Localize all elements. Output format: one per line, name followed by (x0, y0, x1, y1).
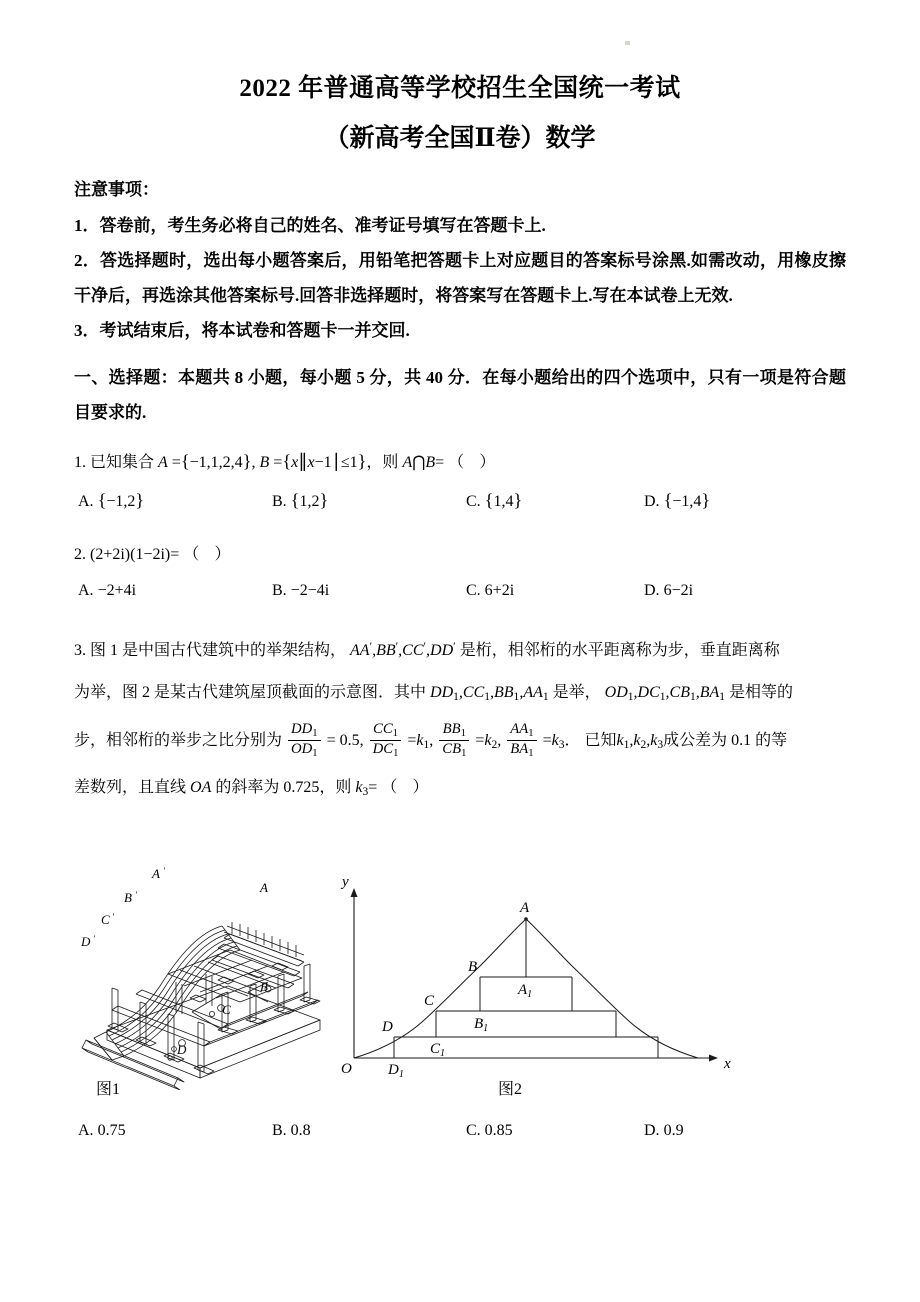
question-2-number: 2. (74, 546, 86, 563)
scan-artifact (625, 41, 630, 45)
fig2-label-A: A (520, 900, 530, 916)
svg-text:′: ′ (163, 866, 165, 876)
option-tag: C. (466, 493, 481, 510)
fig1-label-A-prime: A (152, 866, 160, 881)
question-3-options-wrap (74, 1122, 846, 1156)
question-3-answer-blank: （ ） (381, 778, 435, 796)
figure-2-caption: 图2 (498, 1081, 523, 1098)
question-1-stem: 1. 已知集合 A ={−1,1,2,4}, B ={x∥x−1∣≤1}，则 A⋂B= （ ） (74, 451, 501, 471)
fig2-label-D1: $D_1$ (388, 1062, 404, 1080)
svg-text:′: ′ (112, 912, 114, 922)
notice-item-1-number: 1． (74, 216, 100, 235)
option-value: 0.85 (484, 1122, 513, 1139)
question-3-line1-b: 是桁，相邻桁的水平距离称为步，垂直距离称 (459, 642, 780, 660)
figure-row (0, 862, 920, 1112)
page-title: 2022 年普通高等学校招生全国统一考试 (239, 75, 681, 102)
fig2-label-D: D (382, 1019, 393, 1035)
question-3-stem-line-3: 步，相邻桁的举步之比分别为 $\frac{DD_1}{OD_1}$ = 0.5, $\frac{CC_1}{DC_1}$ $=k_1$, $\frac{BB_1}{CB_1}$ $=k_2$, $\frac{AA_1}{BA_1}$ $=k_3$． 已知$k_1,k_2,k_3$成公差为 0.1 的等 (74, 721, 788, 760)
question-3-option-b[interactable] (272, 1122, 311, 1140)
ratio-BB1-CB1: $\frac{BB_1}{CB_1}$ (439, 721, 469, 760)
question-3-line2-c: 是相等的 (729, 684, 794, 702)
notice-heading: 注意事项： (74, 180, 159, 199)
question-2-options (74, 582, 846, 616)
question-2-option-c[interactable]: C. 6+2i (466, 582, 515, 599)
option-tag: B. (272, 493, 287, 510)
question-2-option-a[interactable]: A. −2+4i (78, 582, 137, 599)
question-2-option-d[interactable]: D. 6−2i (644, 582, 694, 599)
svg-text:′: ′ (135, 890, 137, 900)
ratio-AA1-BA1: $\frac{AA_1}{BA_1}$ (507, 721, 536, 760)
fig2-axis-label-x: x (724, 1056, 731, 1072)
notice-item-3 (74, 313, 846, 348)
section-heading: 一、选择题：本题共 8 小题，每小题 5 分，共 40 分．在每小题给出的四个选项中，只有一项是符合题目要求的. (74, 368, 846, 422)
svg-text:′: ′ (93, 934, 95, 944)
question-1-answer-blank: （ ） (448, 454, 501, 471)
figure-2-drawing (340, 870, 740, 1090)
fig2-label-A1: $A_1$ (518, 982, 533, 1000)
page-title-block (0, 72, 920, 156)
fig2-label-C: C (424, 993, 435, 1009)
question-1-number: 1. (74, 454, 86, 471)
question-1-set-b-name: B (259, 454, 270, 471)
question-3-option-a[interactable] (78, 1122, 126, 1140)
notice-item-1 (74, 208, 846, 243)
figure-1 (72, 862, 342, 1090)
question-1-option-d[interactable]: D. {−1,4} (644, 490, 711, 510)
option-tag: D. (644, 1122, 660, 1139)
option-value: 0.9 (663, 1122, 684, 1139)
exam-content (74, 174, 846, 809)
question-3-stem-line-1: 3. 图 1 是中国古代建筑中的举架结构， AA′,BB′,CC′,DD′ 是桁，相邻桁的水平距离称为步，垂直距离称 (74, 641, 780, 660)
fig2-axis-label-y: y (342, 874, 349, 890)
question-3-line2-a: 为举，图 2 是某古代建筑屋顶截面的示意图．其中 (74, 684, 427, 702)
notice-item-2 (74, 243, 846, 313)
question-1-stem-prefix: 已知集合 (90, 454, 155, 471)
question-3-stem-line-4: 差数列，且直线 OA 的斜率为 0.725，则 $k_3=$ （ ） (74, 778, 435, 798)
page-subtitle: （新高考全国Ⅱ卷）数学 (324, 125, 596, 152)
line-OA-label: OA (190, 778, 212, 796)
figure-2 (340, 870, 740, 1090)
figure-1-drawing (72, 862, 342, 1090)
option-value: 0.8 (290, 1122, 311, 1139)
option-tag: C. (466, 582, 481, 599)
question-3-option-d[interactable] (644, 1122, 684, 1140)
fig2-label-O: O (341, 1061, 352, 1077)
notice-item-3-number: 3． (74, 321, 100, 340)
option-tag: B. (272, 582, 287, 599)
question-1-options (74, 490, 846, 524)
option-tag: A. (78, 1122, 94, 1139)
question-3-line4-a: 差数列，且直线 (74, 778, 187, 796)
ratio-CC1-DC1: $\frac{CC_1}{DC_1}$ (370, 721, 402, 760)
notice-item-1-text: 答卷前，考生务必将自己的姓名、准考证号填写在答题卡上. (99, 216, 546, 235)
option-tag: C. (466, 1122, 481, 1139)
question-3-options (74, 1122, 846, 1156)
notice-item-3-text: 考试结束后，将本试卷和答题卡一并交回. (99, 321, 410, 340)
question-3-line2-b: 是举， (552, 684, 601, 702)
question-3-stem-line-2: 为举，图 2 是某古代建筑屋顶截面的示意图．其中 $DD_1,CC_1,BB_1,AA_1$ 是举， $OD_1,DC_1,CB_1,BA_1$ 是相等的 (74, 684, 794, 704)
option-tag: B. (272, 1122, 287, 1139)
question-2-answer-blank: （ ） (183, 546, 237, 563)
question-3-line3-a: 步，相邻桁的举步之比分别为 (74, 732, 283, 750)
question-2-option-b[interactable]: B. −2−4i (272, 582, 330, 599)
option-tag: D. (644, 582, 660, 599)
figure-1-caption: 图1 (96, 1081, 121, 1098)
fig1-label-D: D (177, 1042, 187, 1057)
fig2-label-B1: $B_1$ (474, 1016, 489, 1034)
fig2-label-B: B (468, 959, 478, 975)
question-1-option-c[interactable]: C. {1,4} (466, 490, 523, 510)
option-tag: D. (644, 493, 660, 510)
fig2-label-C1: $C_1$ (430, 1041, 446, 1059)
notice-item-2-number: 2． (74, 251, 100, 270)
fig1-label-A: A (260, 880, 268, 895)
ratio-DD1-OD1: $\frac{DD_1}{OD_1}$ (288, 721, 321, 760)
fig1-label-C-prime: C (101, 912, 110, 927)
question-3-line4-b: 的斜率为 0.725，则 (215, 778, 352, 796)
option-value: 0.75 (97, 1122, 126, 1139)
question-3-line1-a: 图 1 是中国古代建筑中的举架结构， (90, 642, 347, 660)
question-1-option-b[interactable]: B. {1,2} (272, 490, 329, 510)
fig1-label-B: B (260, 979, 268, 994)
notice-item-2-text: 答选择题时，选出每小题答案后，用铅笔把答题卡上对应题目的答案标号涂黑.如需改动，用橡皮擦干净后，再选涂其他答案标号.回答非选择题时，将答案写在答题卡上.写在本试卷上无效. (74, 251, 846, 305)
question-1-option-a[interactable]: A. {−1,2} (78, 490, 145, 510)
fig1-label-C: C (222, 1002, 231, 1017)
fig1-label-B-prime: B (124, 890, 132, 905)
question-1-set-a-name: A (158, 454, 168, 471)
question-2-stem: 2. (2+2i)(1−2i)= （ ） (74, 546, 237, 563)
option-tag: A. (78, 493, 94, 510)
question-3-number: 3. (74, 642, 86, 660)
fig1-label-D-prime: D (81, 934, 91, 949)
question-3-option-c[interactable] (466, 1122, 513, 1140)
option-tag: A. (78, 582, 94, 599)
